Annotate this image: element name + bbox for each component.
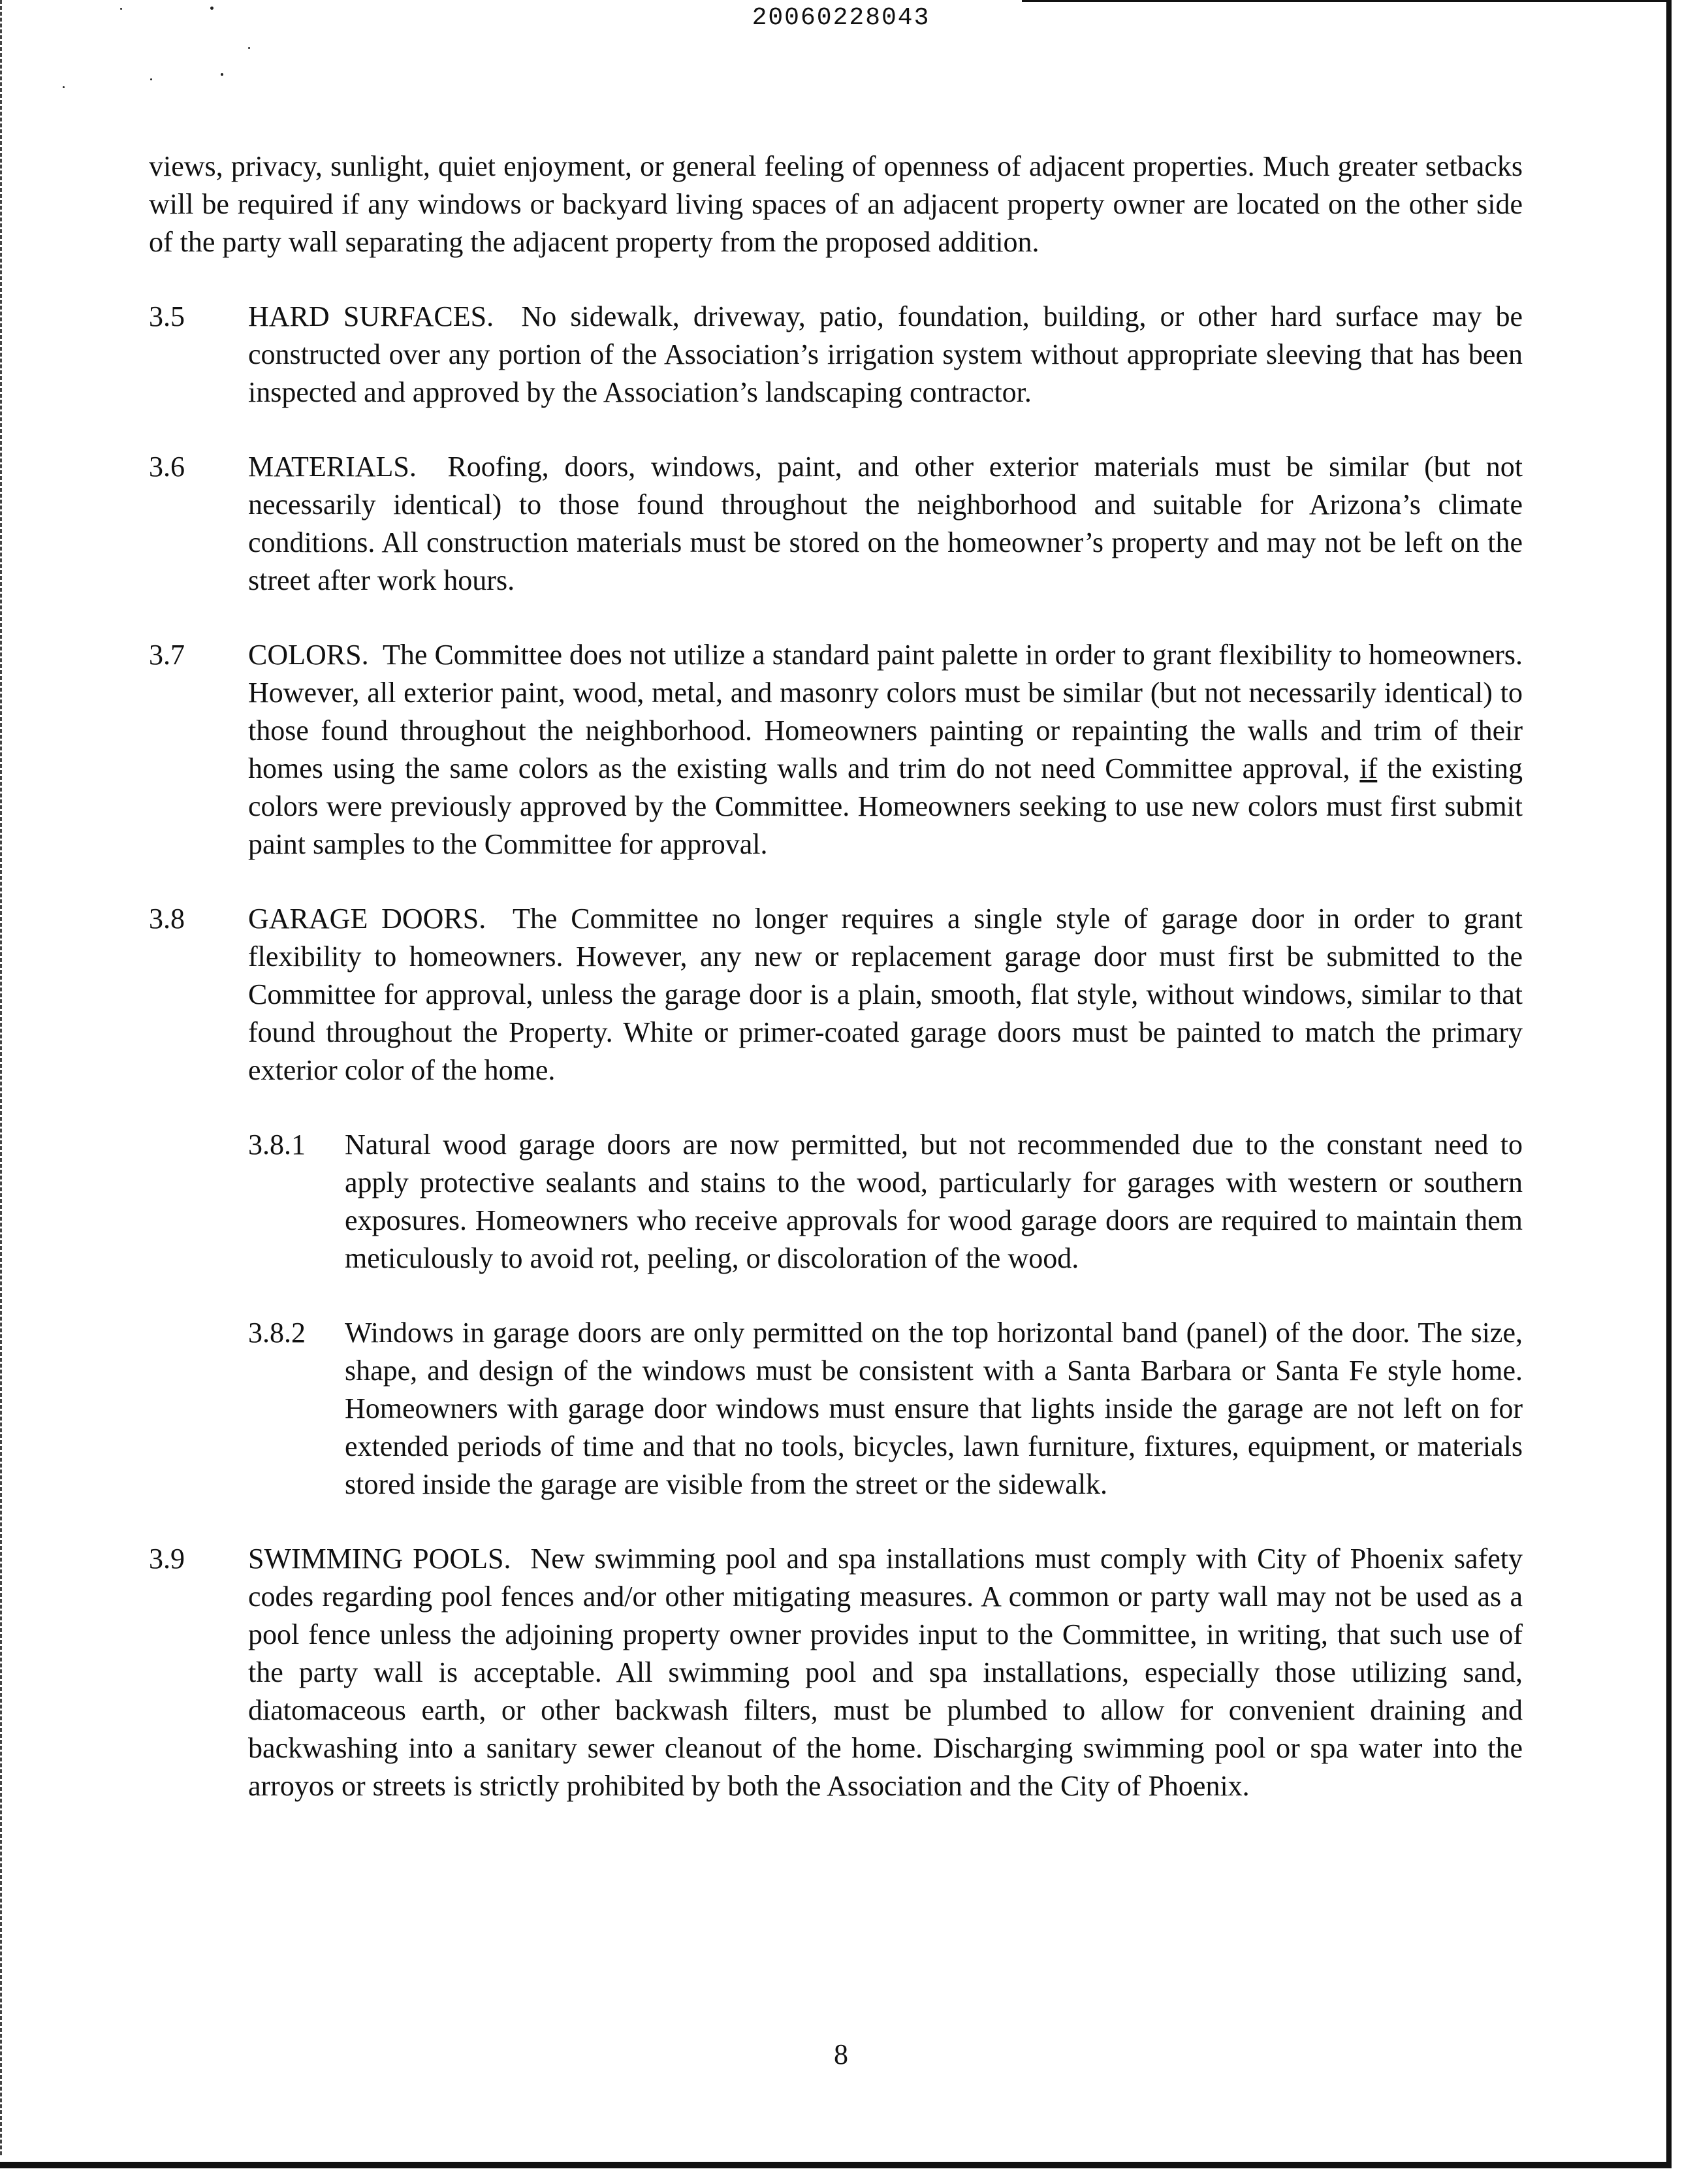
section-text: the existing colors were previously approved by the Committee. Homeowners seeking to use new colors must first submit paint samples to the Committee for approval. — [248, 752, 1523, 860]
page-number: 8 — [834, 2038, 848, 2070]
section-paragraph — [248, 448, 1523, 600]
scan-edge-bottom — [0, 2162, 1672, 2168]
scan-speck — [63, 86, 65, 88]
section-3-7 — [149, 636, 1523, 863]
section-3-8-1 — [149, 1126, 1523, 1277]
section-number: 3.7 — [149, 639, 185, 671]
emphasis-if: if — [1359, 752, 1378, 784]
section-3-8 — [149, 900, 1523, 1089]
subsection-text: Natural wood garage doors are now permitted, but not recommended due to the constant need to apply protective sealants and stains to the wood, particularly for garages with western or southern exposures. Homeowners who receive approvals for wood garage doors are required to maintain them meticulously to avoid rot, peeling, or discoloration of the wood. — [345, 1129, 1523, 1274]
scan-edge-left — [0, 0, 2, 2155]
section-3-8-2 — [149, 1314, 1523, 1503]
section-paragraph — [248, 298, 1523, 411]
document-number: 20060228043 — [752, 4, 930, 32]
section-text: New swimming pool and spa installations must comply with City of Phoenix safety codes regarding pool fences and/or other mitigating measures. A common or party wall may not be used as a pool fence unless the adjoining property owner provides input to the Committee, in writing, that such use of the party wall is acceptable. All swimming pool and spa installations, especially those utilizing sand, diatomaceous earth, or other backwash filters, must be plumbed to allow for convenient draining and backwashing into a sanitary sewer cleanout of the home. Discharging swimming pool or spa water into the arroyos or streets is strictly prohibited by both the Association and the City of Phoenix. — [248, 1543, 1523, 1802]
scan-speck — [150, 78, 152, 80]
section-paragraph — [248, 900, 1523, 1089]
section-paragraph — [248, 1540, 1523, 1805]
section-number: 3.8 — [149, 903, 185, 935]
document-body — [149, 148, 1523, 1805]
section-number: 3.5 — [149, 300, 185, 332]
section-heading: GARAGE DOORS. — [248, 903, 486, 935]
section-heading: COLORS. — [248, 639, 369, 671]
section-3-5 — [149, 298, 1523, 411]
section-text: The Committee does not utilize a standard paint palette in order to grant flexibility to homeowners. However, all exterior paint, wood, metal, and masonry colors must be similar (but not necessarily identical) to those found throughout the neighborhood. Homeowners painting or repainting the walls and trim of their homes using the same colors as the existing walls and trim do not need Committee approval, — [248, 639, 1523, 784]
section-text: Roofing, doors, windows, paint, and other exterior materials must be similar (but not necessarily identical) to those found throughout the neighborhood and suitable for Arizona’s climate conditions. All construction materials must be stored on the homeowner’s property and may not be left on the street after work hours. — [248, 451, 1523, 596]
scan-speck — [221, 73, 223, 76]
subsection-number: 3.8.1 — [248, 1129, 306, 1161]
scan-edge-right — [1666, 0, 1672, 2167]
section-3-6 — [149, 448, 1523, 600]
section-3-9 — [149, 1540, 1523, 1805]
section-text: The Committee no longer requires a single style of garage door in order to grant flexibility to homeowners. However, any new or replacement garage door must first be submitted to the Committee for approval, unless the garage door is a plain, smooth, flat style, without windows, similar to that found throughout the Property. White or primer-coated garage doors must be painted to match the primary exterior color of the home. — [248, 903, 1523, 1086]
section-heading: SWIMMING POOLS. — [248, 1543, 511, 1575]
intro-paragraph: views, privacy, sunlight, quiet enjoyment, or general feeling of openness of adjacent properties. Much greater setbacks will be required if any windows or backyard living spaces of an adjacent property owner are located on the other side of the party wall separating the adjacent property from the proposed addition. — [149, 150, 1523, 258]
section-number: 3.6 — [149, 451, 185, 483]
section-text: No sidewalk, driveway, patio, foundation, building, or other hard surface may be constructed over any portion of the Association’s irrigation system without appropriate sleeving that has been inspected and approved by the Association’s landscaping contractor. — [248, 300, 1523, 408]
subsection-text: Windows in garage doors are only permitted on the top horizontal band (panel) of the door. The size, shape, and design of the windows must be consistent with a Santa Barbara or Santa Fe style home. Homeowners with garage door windows must ensure that lights inside the garage are not left on for extended periods of time and that no tools, bicycles, lawn furniture, fixtures, equipment, or materials stored inside the garage are visible from the street or the sidewalk. — [345, 1317, 1523, 1500]
scan-edge-top — [1022, 0, 1672, 2]
section-heading: HARD SURFACES. — [248, 300, 494, 332]
scan-speck — [248, 47, 250, 49]
section-heading: MATERIALS. — [248, 451, 417, 483]
subsection-number: 3.8.2 — [248, 1317, 306, 1349]
section-paragraph — [248, 636, 1523, 863]
section-number: 3.9 — [149, 1543, 185, 1575]
